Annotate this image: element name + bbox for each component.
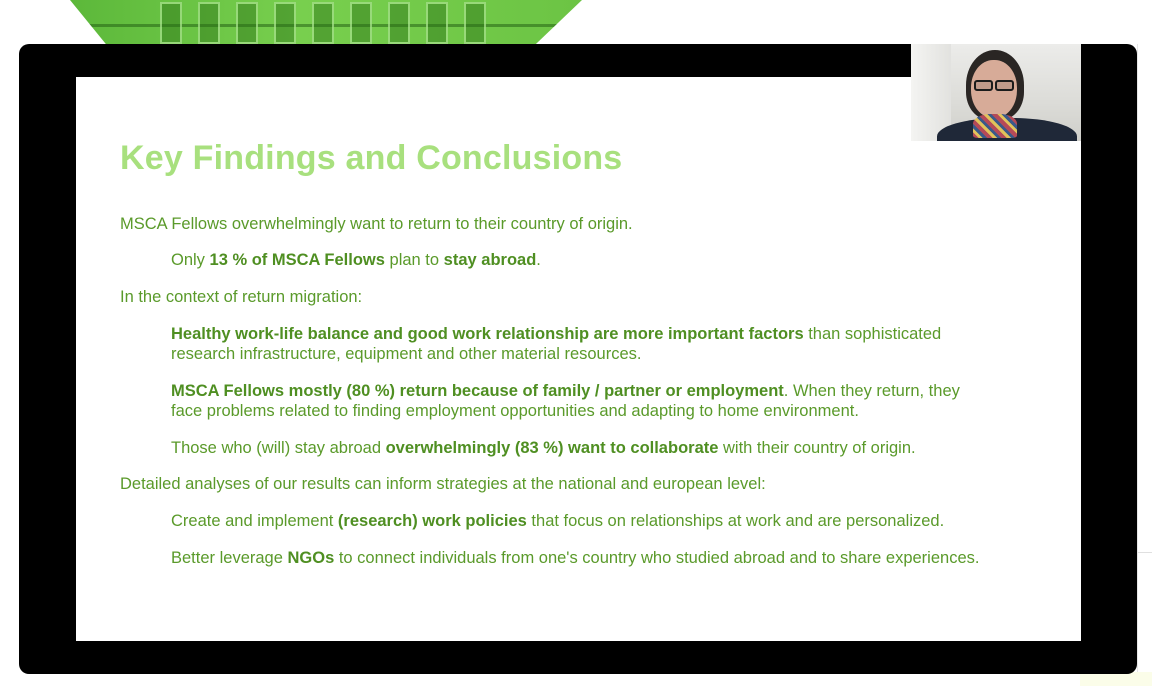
slide-title: Key Findings and Conclusions	[120, 139, 623, 177]
finding-sub-line: research infrastructure, equipment and other material resources.	[171, 345, 642, 363]
presentation-slide	[76, 77, 1081, 641]
building-banner-image	[70, 0, 582, 44]
finding-sub-line: Create and implement (research) work policies that focus on relationships at work and are personalized.	[171, 512, 945, 530]
side-panel-edge	[1137, 44, 1152, 686]
corner-highlight	[1080, 672, 1152, 686]
finding-sub-line: Only 13 % of MSCA Fellows plan to stay abroad.	[171, 251, 541, 269]
finding-line: MSCA Fellows overwhelmingly want to return to their country of origin.	[120, 215, 633, 233]
finding-line: Detailed analyses of our results can inform strategies at the national and european level:	[120, 475, 766, 493]
finding-line: In the context of return migration:	[120, 288, 363, 306]
presenter-video-thumbnail[interactable]	[911, 44, 1081, 141]
finding-sub-line: Better leverage NGOs to connect individuals from one's country who studied abroad and to share experiences.	[171, 549, 980, 567]
finding-sub-line: Those who (will) stay abroad overwhelmingly (83 %) want to collaborate with their country of origin.	[171, 439, 916, 457]
finding-sub-line: face problems related to finding employment opportunities and adapting to home environment.	[171, 402, 859, 420]
finding-sub-line: Healthy work-life balance and good work relationship are more important factors than sophisticated	[171, 325, 942, 343]
glasses-icon	[971, 80, 1017, 91]
finding-sub-line: MSCA Fellows mostly (80 %) return because of family / partner or employment. When they return, they	[171, 382, 960, 400]
